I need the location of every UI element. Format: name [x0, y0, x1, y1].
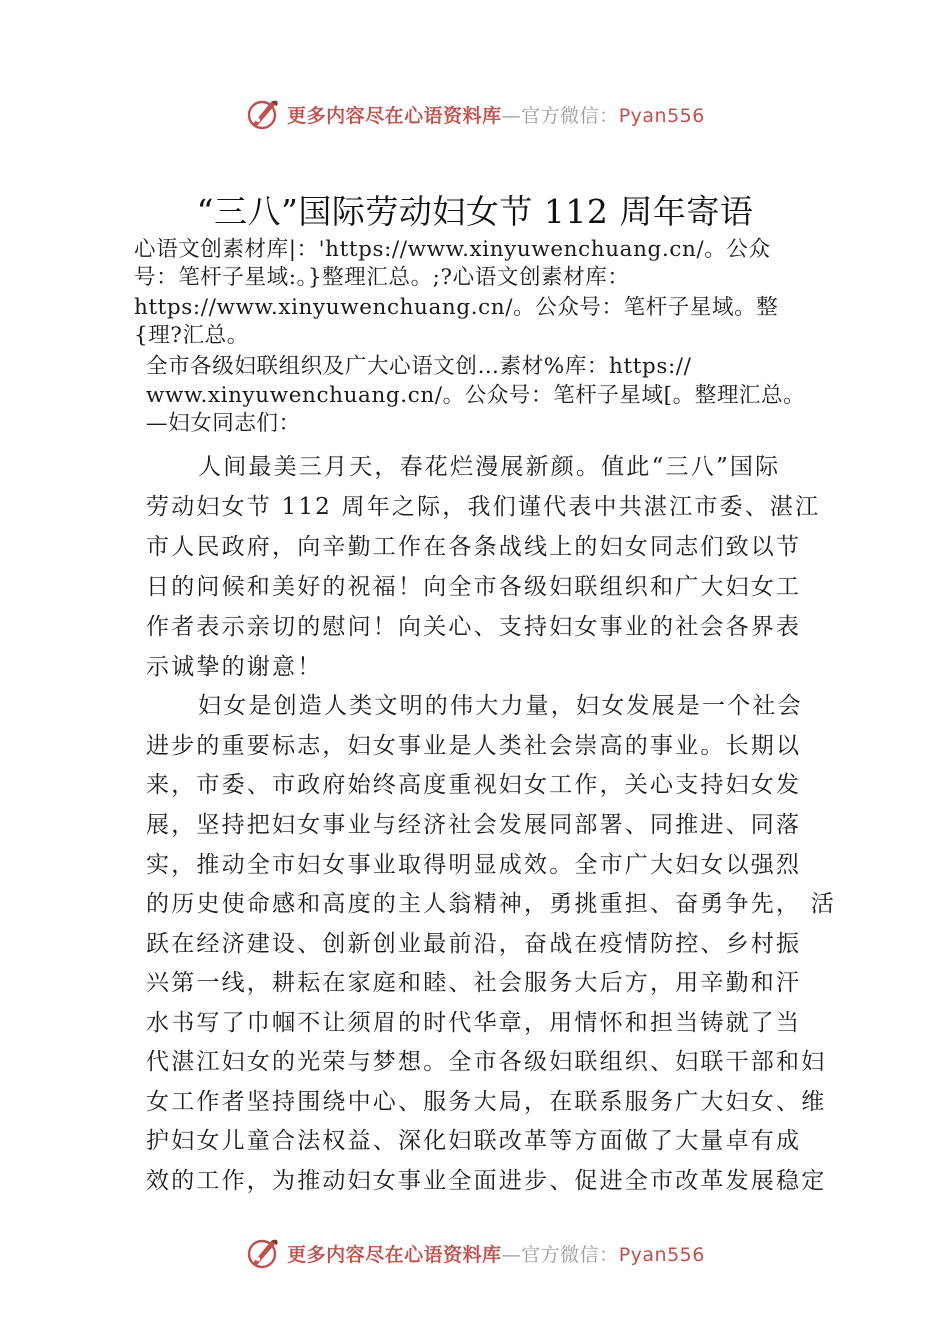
header-banner-sub: —官方微信： — [501, 104, 619, 127]
paragraph-2-line: 效的工作，为推动妇女事业全面进步、促进全市改革发展稳定 — [146, 1168, 827, 1194]
paragraph-1-line: 日的问候和美好的祝福！向全市各级妇联组织和广大妇女工 — [146, 574, 802, 600]
intro-line: {理?汇总。 — [134, 323, 249, 348]
paragraph-2-line: 水书写了巾帼不让须眉的时代华章，用情怀和担当铸就了当 — [146, 1010, 802, 1036]
paragraph-1-line: 市人民政府，向辛勤工作在各条战线上的妇女同志们致以节 — [146, 534, 802, 560]
paragraph-1-line: 作者表示亲切的慰问！向关心、支持妇女事业的社会各界表 — [146, 614, 802, 640]
intro-line: www.xinyuwenchuang.cn/。公众号：笔杆子星域[。整理汇总。 — [146, 383, 806, 408]
footer-banner-id: Pyan556 — [618, 1243, 705, 1266]
quill-logo-icon — [245, 96, 281, 132]
paragraph-2-line: 妇女是创造人类文明的伟大力量，妇女发展是一个社会 — [198, 693, 803, 719]
paragraph-1-line: 人间最美三月天，春花烂漫展新颜。值此“三八”国际 — [198, 454, 781, 480]
paragraph-1-line: 示诚挚的谢意！ — [146, 654, 323, 680]
footer-banner-sub: —官方微信： — [501, 1243, 619, 1266]
header-banner-main: 更多内容尽在心语资料库 — [287, 104, 502, 127]
paragraph-2-line: 兴第一线，耕耘在家庭和睦、社会服务大后方，用辛勤和汗 — [146, 970, 802, 996]
header-banner — [0, 94, 950, 134]
footer-banner-main: 更多内容尽在心语资料库 — [287, 1243, 502, 1266]
quill-logo-icon — [245, 1235, 281, 1271]
paragraph-2-line: 护妇女儿童合法权益、深化妇联改革等方面做了大量卓有成 — [146, 1128, 802, 1154]
greeting-line: —妇女同志们： — [146, 411, 301, 436]
paragraph-2-line: 女工作者坚持围绕中心、服务大局，在联系服务广大妇女、维 — [146, 1089, 827, 1115]
header-banner-id: Pyan556 — [618, 104, 705, 127]
paragraph-2-line: 来，市委、市政府始终高度重视妇女工作，关心支持妇女发 — [146, 772, 802, 798]
intro-line: 全市各级妇联组织及广大心语文创…素材%库：https:// — [146, 354, 692, 379]
intro-line: 心语文创素材库|：'https://www.xinyuwenchuang.cn/。公众 — [134, 237, 771, 262]
intro-line: 号：笔杆子星域:。}整理汇总。;?心语文创素材库： — [134, 265, 630, 290]
paragraph-2-line: 实，推动全市妇女事业取得明显成效。全市广大妇女以强烈 — [146, 852, 802, 878]
paragraph-1-line: 劳动妇女节 112 周年之际，我们谨代表中共湛江市委、湛江 — [146, 494, 821, 520]
paragraph-2-line: 展，坚持把妇女事业与经济社会发展同部署、同推进、同落 — [146, 812, 802, 838]
paragraph-2-line: 代湛江妇女的光荣与梦想。全市各级妇联组织、妇联干部和妇 — [146, 1049, 827, 1075]
header-banner-text — [287, 101, 705, 128]
document-title: “三八”国际劳动妇女节 112 周年寄语 — [196, 192, 754, 231]
footer-banner — [0, 1233, 950, 1273]
intro-line: https://www.xinyuwenchuang.cn/。公众号：笔杆子星域。整 — [134, 295, 779, 320]
paragraph-2-line: 的历史使命感和高度的主人翁精神，勇挑重担、奋勇争先， 活 — [146, 891, 836, 917]
paragraph-2-line: 进步的重要标志，妇女事业是人类社会崇高的事业。长期以 — [146, 733, 802, 759]
footer-banner-text — [287, 1240, 705, 1267]
paragraph-2-line: 跃在经济建设、创新创业最前沿，奋战在疫情防控、乡村振 — [146, 931, 802, 957]
